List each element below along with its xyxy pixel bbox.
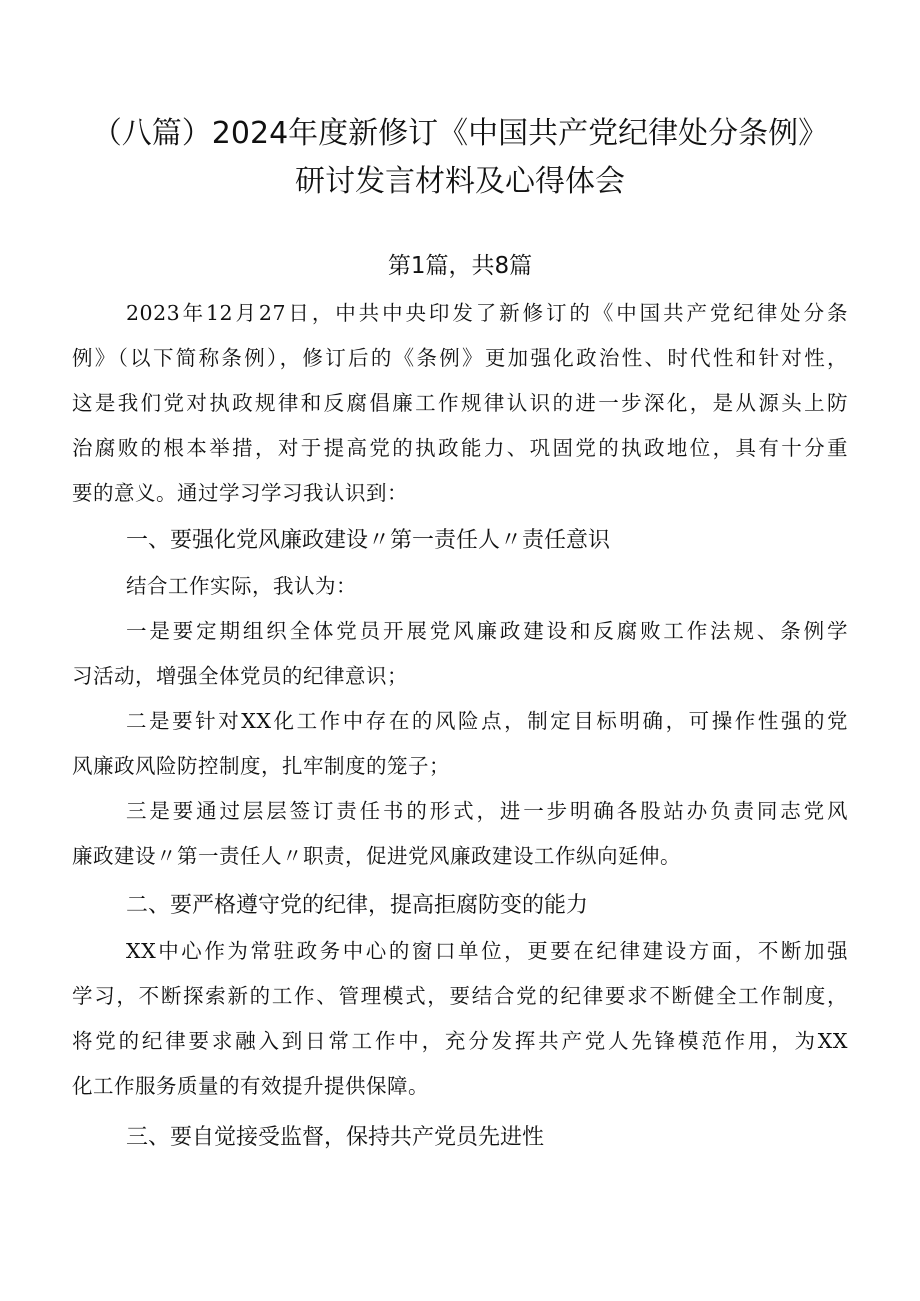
section1-p4-line1: 三是要通过层层签订责任书的形式，进一步明确各股站办负责同志党风 [126, 799, 848, 823]
section2-p1-line2: 学习，不断探索新的工作、管理模式，要结合党的纪律要求不断健全工作制度， [72, 984, 848, 1008]
intro-line-2: 例》（以下简称条例），修订后的《条例》更加强化政治性、时代性和针对性， [72, 346, 848, 370]
section1-p2-line2: 习活动，增强全体党员的纪律意识； [72, 664, 408, 688]
part-indicator: 第1篇，共8篇 [387, 253, 533, 279]
section1-p2-line1: 一是要定期组织全体党员开展党风廉政建设和反腐败工作法规、条例学 [126, 619, 848, 643]
intro-line-1: 2023年12月27日，中共中央印发了新修订的《中国共产党纪律处分条 [126, 301, 848, 325]
section1-p4-line2: 廉政建设〃第一责任人〃职责，促进党风廉政建设工作纵向延伸。 [72, 844, 681, 868]
intro-line-5: 要的意义。通过学习学习我认识到： [72, 481, 408, 505]
section1-p1-line1: 结合工作实际，我认为： [126, 574, 357, 598]
intro-line-4: 治腐败的根本举措，对于提高党的执政能力、巩固党的执政地位，具有十分重 [72, 436, 848, 460]
section1-heading: 一、要强化党风廉政建设〃第一责任人〃责任意识 [126, 528, 611, 553]
section1-p3-line2: 风廉政风险防控制度，扎牢制度的笼子； [72, 754, 450, 778]
document-title-line1: （八篇）2024年度新修订《中国共产党纪律处分条例》 [91, 116, 829, 151]
section2-p1-line1: XX中心作为常驻政务中心的窗口单位，更要在纪律建设方面，不断加强 [126, 939, 848, 963]
section3-heading: 三、要自觉接受监督，保持共产党员先进性 [126, 1125, 545, 1150]
section2-p1-line3: 将党的纪律要求融入到日常工作中，充分发挥共产党人先锋模范作用，为XX [72, 1029, 848, 1053]
section2-p1-line4: 化工作服务质量的有效提升提供保障。 [72, 1074, 429, 1098]
section1-p3-line1: 二是要针对XX化工作中存在的风险点，制定目标明确，可操作性强的党 [126, 709, 848, 733]
document-title-line2: 研讨发言材料及心得体会 [295, 164, 625, 199]
intro-line-3: 这是我们党对执政规律和反腐倡廉工作规律认识的进一步深化，是从源头上防 [72, 391, 848, 415]
section2-heading: 二、要严格遵守党的纪律，提高拒腐防变的能力 [126, 893, 589, 918]
